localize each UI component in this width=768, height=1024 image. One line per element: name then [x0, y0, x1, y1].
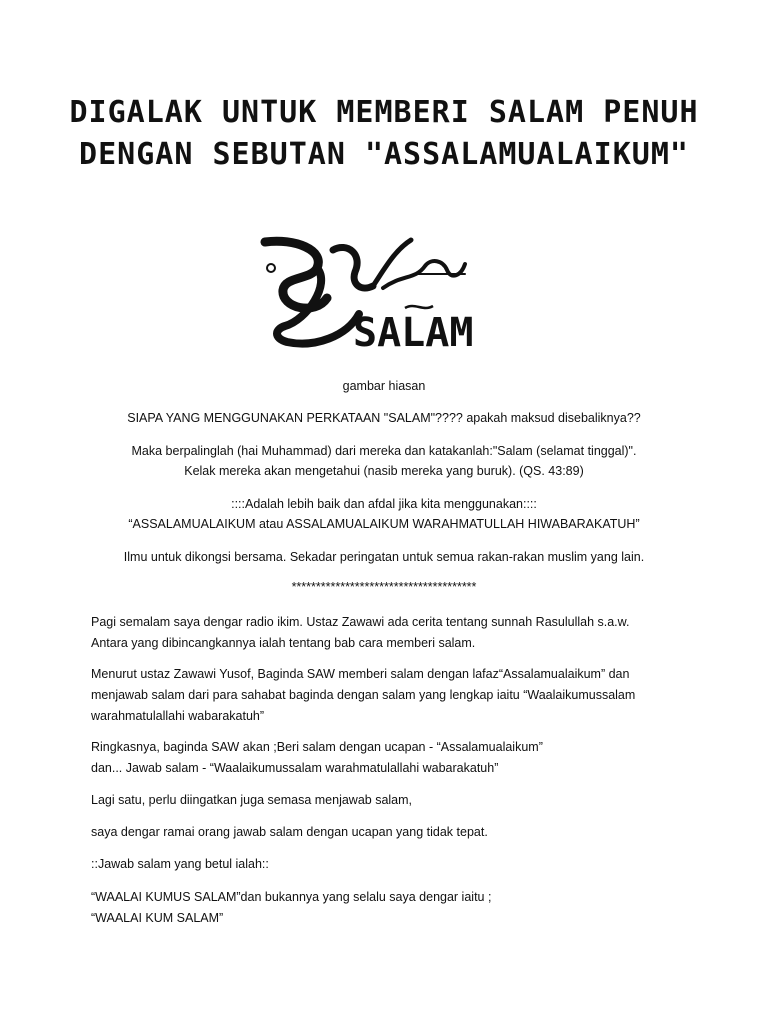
verse-line-2: Kelak mereka akan mengetahui (nasib mereka yang buruk). (QS. 43:89)	[184, 464, 584, 478]
divider-text: **************************************	[291, 580, 477, 594]
paragraph-1-line-2: Antara yang dibincangkannya ialah tentang bab cara memberi salam.	[91, 636, 476, 650]
question-paragraph	[60, 408, 708, 428]
logo-word: SALAM	[353, 310, 474, 356]
share-paragraph	[60, 547, 708, 567]
paragraph-4	[91, 790, 691, 811]
verse-line-1: Maka berpalinglah (hai Muhammad) dari mereka dan katakanlah:"Salam (selamat tinggal)".	[131, 444, 637, 458]
paragraph-7-line-1: “WAALAI KUMUS SALAM”dan bukannya yang selalu saya dengar iaitu ;	[91, 890, 492, 904]
paragraph-2-line-1: Menurut ustaz Zawawi Yusof, Baginda SAW memberi salam dengan lafaz“Assalamualaikum” dan	[91, 667, 630, 681]
share-text: Ilmu untuk dikongsi bersama. Sekadar peringatan untuk semua rakan-rakan muslim yang lain.	[123, 550, 645, 564]
paragraph-7-line-2: “WAALAI KUM SALAM”	[91, 911, 224, 925]
better-paragraph	[60, 494, 708, 534]
divider	[60, 577, 708, 597]
salam-calligraphy-icon	[255, 228, 525, 358]
page-title	[60, 92, 708, 176]
paragraph-7	[91, 887, 691, 929]
title-line-2: DENGAN SEBUTAN "ASSALAMUALAIKUM"	[79, 137, 689, 172]
paragraph-2-line-3: warahmatulallahi wabarakatuh”	[91, 709, 265, 723]
better-line-1: ::::Adalah lebih baik dan afdal jika kita menggunakan::::	[231, 497, 537, 511]
paragraph-5-text: saya dengar ramai orang jawab salam dengan ucapan yang tidak tepat.	[91, 825, 488, 839]
question-text: SIAPA YANG MENGGUNAKAN PERKATAAN "SALAM"???? apakah maksud disebaliknya??	[127, 411, 641, 425]
paragraph-1	[91, 612, 691, 654]
better-line-2: “ASSALAMUALAIKUM atau ASSALAMUALAIKUM WARAHMATULLAH HIWABARAKATUH”	[128, 517, 640, 531]
image-caption	[60, 376, 708, 396]
paragraph-3	[91, 737, 691, 779]
verse-paragraph	[60, 441, 708, 481]
title-line-1: DIGALAK UNTUK MEMBERI SALAM PENUH	[69, 95, 699, 130]
paragraph-3-line-2: dan... Jawab salam - “Waalaikumussalam warahmatulallahi wabarakatuh”	[91, 761, 499, 775]
paragraph-5	[91, 822, 691, 843]
paragraph-6-text: ::Jawab salam yang betul ialah::	[91, 857, 269, 871]
paragraph-3-line-1: Ringkasnya, baginda SAW akan ;Beri salam dengan ucapan - “Assalamualaikum”	[91, 740, 543, 754]
paragraph-2	[91, 664, 691, 727]
paragraph-6	[91, 854, 691, 875]
paragraph-1-line-1: Pagi semalam saya dengar radio ikim. Ustaz Zawawi ada cerita tentang sunnah Rasulullah s.a.w.	[91, 615, 630, 629]
caption-text: gambar hiasan	[342, 379, 426, 393]
paragraph-4-text: Lagi satu, perlu diingatkan juga semasa menjawab salam,	[91, 793, 413, 807]
paragraph-2-line-2: menjawab salam dari para sahabat baginda dengan salam yang lengkap iaitu “Waalaikumussalam	[91, 688, 636, 702]
